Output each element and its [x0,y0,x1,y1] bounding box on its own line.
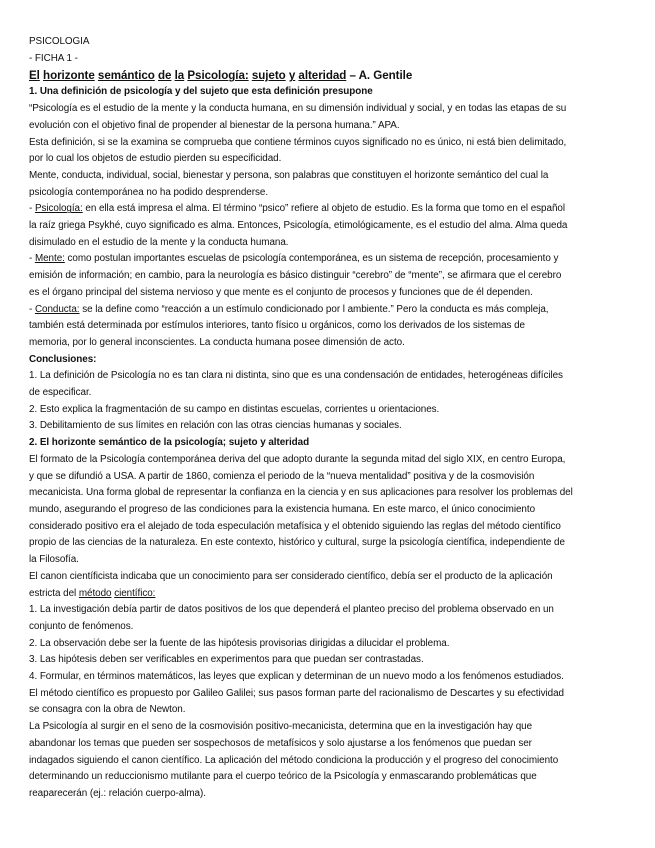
title-word: horizonte [43,69,95,83]
paragraph-line: propio de las ciencias de la naturaleza. En este contexto, histórico y cultural, surge la psicología científica, independiente de [29,537,565,549]
step-line: 1. La investigación debía partir de datos positivos de los que dependerá el planteo preciso del problema observado en un [29,604,554,616]
title-word: El [29,69,40,83]
definition-text: como postulan importantes escuelas de psicología contemporánea, es un sistema de recepción, procesamiento y [64,253,559,265]
step-line: 4. Formular, en términos matemáticos, las leyes que explican y determinan de un nuevo modo a los fenómenos estudiados. [29,671,564,683]
definition-mente: - Mente: como postulan importantes escuelas de psicología contemporánea, es un sistema de recepción, procesamiento y [29,253,559,265]
subject-label: PSICOLOGIA [29,36,90,47]
term-mente: Mente: [34,253,65,265]
method-prefix: estricta del [29,587,79,599]
definition-text: se la define como “reacción a un estímulo condicionado por l ambiente.” Pero la conducta es más compleja, [79,303,549,315]
step-line: 2. La observación debe ser la fuente de las hipótesis provisorias dirigidas a dilucidar el problema. [29,637,450,649]
paragraph-line: es el órgano principal del sistema nervioso y que mente es el conjunto de procesos y funciones que de él dependen. [29,286,533,298]
paragraph-line: “Psicología es el estudio de la mente y la conducta humana, en su dimensión individual y social, y en todas las etapas de su [29,103,567,115]
paragraph-line: y que se difundió a USA. A partir de 1860, comienza el periodo de la “nueva mentalidad” positiva y de la cosmovisión [29,470,535,482]
paragraph-line: abandonar los temas que pueden ser sospechosos de metafísicos y solo ajustarse a los fenómenos que puedan ser [29,737,532,749]
step-line: conjunto de fenómenos. [29,620,134,632]
paragraph-line: emisión de información; en cambio, para la neurología es básico distinguir “cerebro” de “mente”, se afirmara que el cerebro [29,270,562,282]
term-conducta: Conducta: [34,303,80,315]
term-metodo: método [78,587,112,599]
paragraph-line: psicología contemporánea no ha podido desprenderse. [29,186,269,198]
title-word: y [288,69,296,83]
sheet-label: - FICHA 1 - [29,52,78,64]
definition-psicologia: - Psicología: en ella está impresa el alma. El término “psico” refiere al objeto de estudio. Es la forma que tomo en el español [29,203,565,215]
paragraph-line: El método científico es propuesto por Galileo Galilei; sus pasos forman parte del racionalismo de Descartes y su efectividad [29,687,565,699]
paragraph-line: la raíz griega Psykhé, cuyo significado es alma. Entonces, Psicología, etimológicamente, es el estudio del alma. Alma queda [29,220,568,232]
paragraph-line: disimulado en el estudio de la mente y la conducta humana. [29,236,289,248]
paragraph-line: El canon científicista indicaba que un conocimiento para ser considerado científico, debía ser el producto de la aplicación [29,570,553,582]
paragraph-line: El formato de la Psicología contemporánea deriva del que adopto durante la segunda mitad del siglo XIX, en centro Europa, [29,453,566,465]
section2-heading: 2. El horizonte semántico de la psicología; sujeto y alteridad [29,437,310,449]
paragraph-line: reaparecerán (ej.: relación cuerpo-alma). [29,787,206,799]
title-word: semántico [97,69,155,83]
paragraph-line: Mente, conducta, individual, social, bienestar y persona, son palabras que constituyen el horizonte semántico del cual la [29,169,549,181]
conclusion-item: 3. Debilitamiento de sus límites en relación con las otras ciencias humanas y sociales. [29,420,402,432]
paragraph-line: también está determinada por estímulos interiores, tanto físico u orgánicos, como los derivados de los sistemas de [29,320,525,332]
paragraph-line: se consagra con la obra de Newton. [29,704,186,716]
definition-text: en ella está impresa el alma. El término “psico” refiere al objeto de estudio. Es la forma que tomo en el español [82,203,565,215]
definition-conducta: - Conducta: se la define como “reacción a un estímulo condicionado por l ambiente.” Pero la conducta es más compleja, [29,303,549,315]
conclusions-heading: Conclusiones: [29,353,97,365]
title-word: Psicología: [187,69,249,83]
method-line [29,586,635,603]
paragraph-line: memoria, por lo general inconscientes. La conducta humana posee dimensión de acto. [29,336,405,348]
paragraph-line: considerado positivo era el alejado de toda especulación metafísica y el obtenido siguiendo las reglas del método científico [29,520,561,532]
page-title [29,67,635,84]
title-author: – A. Gentile [346,69,413,83]
section1-heading: 1. Una definición de psicología y del sujeto que esta definición presupone [29,86,373,98]
step-line: 3. Las hipótesis deben ser verificables en experimentos para que puedan ser contrastadas. [29,654,424,666]
paragraph-line: evolución con el objetivo final de propender al bienestar de la persona humana.” APA. [29,119,400,131]
conclusion-item: de especificar. [29,387,92,399]
conclusion-item: 1. La definición de Psicología no es tan clara ni distinta, sino que es una condensación de entidades, heterogéneas difíciles [29,370,563,382]
paragraph-line: Esta definición, si se la examina se comprueba que contiene términos cuyos significado no es único, ni está bien delimitado, [29,136,567,148]
paragraph-line: la Filosofía. [29,554,79,566]
title-word: la [174,69,185,83]
paragraph-line: mundo, asegurando el progreso de las condiciones para la existencia humana. En este marco, el único conocimiento [29,503,536,515]
paragraph-line: determinando un reduccionismo mutilante para el cuerpo teórico de la Psicología y enmascarando problemáticas que [29,771,537,783]
paragraph-line: por lo cual los objetos de estudio pierden su especificidad. [29,153,282,165]
document-page [29,34,635,803]
title-word: sujeto [251,69,286,83]
paragraph-line: indagados siguiendo el canon científico. La aplicación del método condiciona la producción y el progreso del conocimiento [29,754,559,766]
paragraph-line: La Psicología al surgir en el seno de la cosmovisión positivo-mecanicista, determina que en la investigación hay que [29,721,533,733]
paragraph-line: mecanicista. Una forma global de representar la confianza en la ciencia y en sus aplicaciones para resolver los problemas del [29,487,573,499]
title-word: alteridad [298,69,347,83]
title-word: de [158,69,172,83]
term-psicologia: Psicología: [34,203,83,215]
term-cientifico: científico: [114,587,156,599]
conclusion-item: 2. Esto explica la fragmentación de su campo en distintas escuelas, corrientes u orientaciones. [29,403,440,415]
